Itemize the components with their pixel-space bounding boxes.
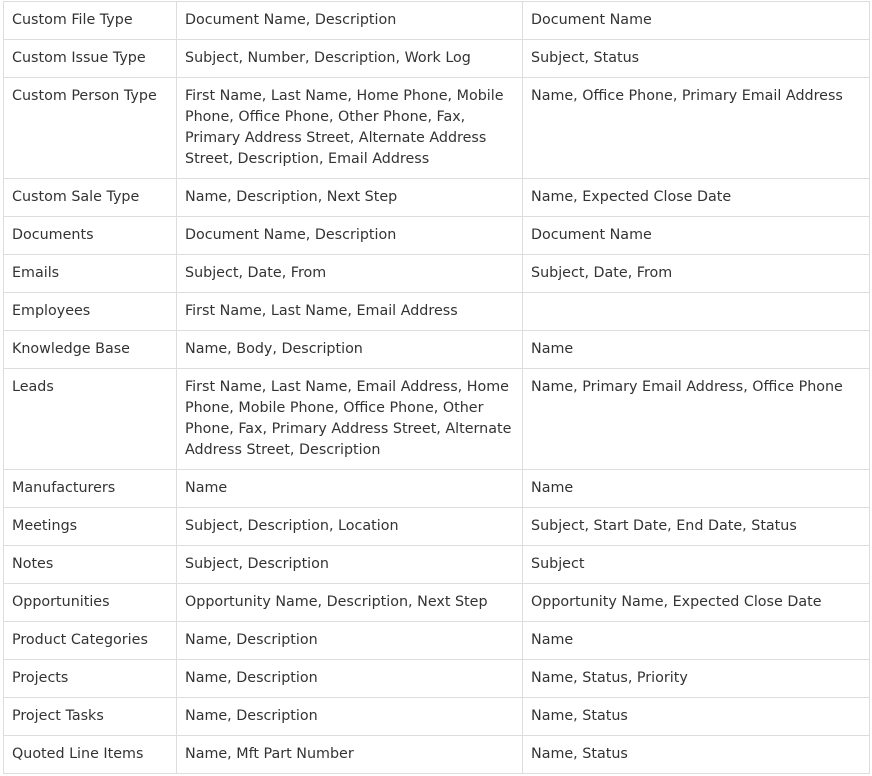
table-row <box>4 369 870 470</box>
search-fields-cell: Name, Description <box>177 698 523 736</box>
table-row <box>4 622 870 660</box>
module-name-cell: Custom Person Type <box>4 78 177 179</box>
search-fields-cell: Name, Mft Part Number <box>177 736 523 774</box>
table-row <box>4 546 870 584</box>
search-fields-cell: Name, Body, Description <box>177 331 523 369</box>
table-row <box>4 40 870 78</box>
module-name-cell: Knowledge Base <box>4 331 177 369</box>
list-fields-cell: Opportunity Name, Expected Close Date <box>523 584 870 622</box>
module-name-cell: Custom Sale Type <box>4 179 177 217</box>
list-fields-cell: Name, Status <box>523 698 870 736</box>
search-fields-cell: Subject, Number, Description, Work Log <box>177 40 523 78</box>
search-fields-cell: Opportunity Name, Description, Next Step <box>177 584 523 622</box>
module-name-cell: Meetings <box>4 508 177 546</box>
list-fields-cell: Name <box>523 470 870 508</box>
search-fields-cell: Document Name, Description <box>177 217 523 255</box>
search-fields-cell: Subject, Date, From <box>177 255 523 293</box>
table-row <box>4 2 870 40</box>
table-row <box>4 508 870 546</box>
search-fields-cell: Document Name, Description <box>177 2 523 40</box>
table-row <box>4 179 870 217</box>
list-fields-cell: Subject, Date, From <box>523 255 870 293</box>
module-name-cell: Emails <box>4 255 177 293</box>
search-fields-cell: First Name, Last Name, Email Address, Home Phone, Mobile Phone, Office Phone, Other Phone, Fax, Primary Address Street, Alternate Address Street, Description <box>177 369 523 470</box>
module-name-cell: Employees <box>4 293 177 331</box>
search-fields-cell: Subject, Description <box>177 546 523 584</box>
table-row <box>4 698 870 736</box>
list-fields-cell: Name, Status <box>523 736 870 774</box>
module-name-cell: Opportunities <box>4 584 177 622</box>
list-fields-cell: Name <box>523 331 870 369</box>
list-fields-cell: Subject <box>523 546 870 584</box>
modules-table-body <box>4 2 870 774</box>
module-name-cell: Leads <box>4 369 177 470</box>
search-fields-cell: Subject, Description, Location <box>177 508 523 546</box>
search-fields-cell: First Name, Last Name, Home Phone, Mobile Phone, Office Phone, Other Phone, Fax, Primary Address Street, Alternate Address Street, Description, Email Address <box>177 78 523 179</box>
list-fields-cell: Subject, Start Date, End Date, Status <box>523 508 870 546</box>
list-fields-cell: Name, Office Phone, Primary Email Address <box>523 78 870 179</box>
table-row <box>4 584 870 622</box>
table-row <box>4 470 870 508</box>
list-fields-cell: Document Name <box>523 2 870 40</box>
list-fields-cell: Subject, Status <box>523 40 870 78</box>
module-name-cell: Quoted Line Items <box>4 736 177 774</box>
module-name-cell: Custom File Type <box>4 2 177 40</box>
list-fields-cell: Name, Primary Email Address, Office Phone <box>523 369 870 470</box>
module-name-cell: Projects <box>4 660 177 698</box>
module-name-cell: Project Tasks <box>4 698 177 736</box>
table-row <box>4 293 870 331</box>
modules-table <box>3 1 870 774</box>
list-fields-cell <box>523 293 870 331</box>
module-name-cell: Custom Issue Type <box>4 40 177 78</box>
search-fields-cell: Name, Description <box>177 622 523 660</box>
search-fields-cell: First Name, Last Name, Email Address <box>177 293 523 331</box>
module-name-cell: Notes <box>4 546 177 584</box>
search-fields-cell: Name <box>177 470 523 508</box>
table-row <box>4 660 870 698</box>
module-name-cell: Documents <box>4 217 177 255</box>
list-fields-cell: Name <box>523 622 870 660</box>
search-fields-cell: Name, Description, Next Step <box>177 179 523 217</box>
table-row <box>4 255 870 293</box>
list-fields-cell: Name, Expected Close Date <box>523 179 870 217</box>
list-fields-cell: Document Name <box>523 217 870 255</box>
search-fields-cell: Name, Description <box>177 660 523 698</box>
module-name-cell: Product Categories <box>4 622 177 660</box>
table-row <box>4 217 870 255</box>
table-row <box>4 736 870 774</box>
list-fields-cell: Name, Status, Priority <box>523 660 870 698</box>
module-name-cell: Manufacturers <box>4 470 177 508</box>
table-row <box>4 331 870 369</box>
table-row <box>4 78 870 179</box>
